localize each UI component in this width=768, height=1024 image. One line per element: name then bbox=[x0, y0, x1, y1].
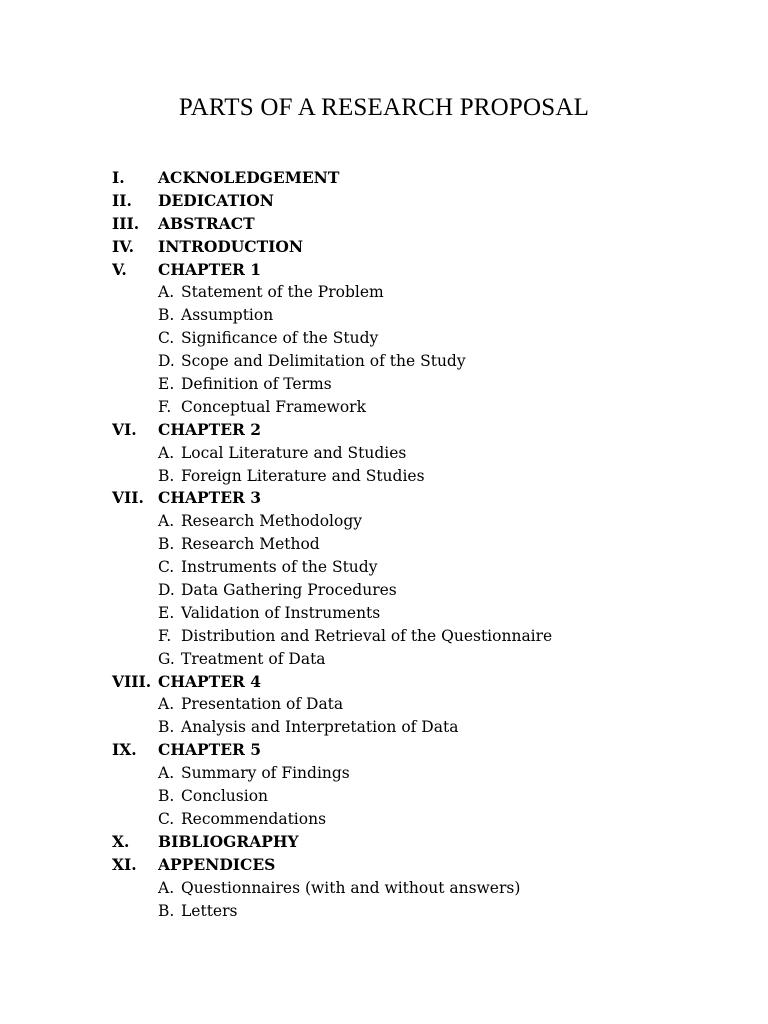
outline-subitem bbox=[112, 281, 712, 304]
outline-section bbox=[112, 259, 712, 282]
subitem-letter: F. bbox=[158, 626, 172, 645]
outline-section bbox=[112, 671, 712, 694]
outline-subitem bbox=[112, 304, 712, 327]
outline-section bbox=[112, 831, 712, 854]
subitem-letter: A. bbox=[158, 512, 175, 531]
subitem-text: Summary of Findings bbox=[181, 764, 350, 783]
outline-subitem bbox=[112, 625, 712, 648]
subitem-letter: D. bbox=[158, 581, 175, 600]
subitem-letter: A. bbox=[158, 283, 175, 302]
outline-subitem bbox=[112, 762, 712, 785]
subitem-letter: A. bbox=[158, 443, 175, 462]
subitem-text: Conceptual Framework bbox=[181, 397, 366, 416]
subitem-text: Data Gathering Procedures bbox=[181, 581, 397, 600]
outline-subitem bbox=[112, 533, 712, 556]
section-label: APPENDICES bbox=[158, 854, 276, 874]
subitem-letter: B. bbox=[158, 535, 175, 554]
outline-subitem bbox=[112, 877, 712, 900]
section-numeral: VI. bbox=[112, 419, 137, 439]
section-label: CHAPTER 4 bbox=[158, 671, 262, 691]
outline-subitem bbox=[112, 442, 712, 465]
outline-subitem bbox=[112, 556, 712, 579]
section-numeral: V. bbox=[112, 259, 127, 279]
section-numeral: X. bbox=[112, 831, 130, 851]
subitem-letter: E. bbox=[158, 375, 175, 394]
subitem-text: Conclusion bbox=[181, 787, 269, 806]
subitem-text: Analysis and Interpretation of Data bbox=[181, 718, 459, 737]
subitem-letter: A. bbox=[158, 878, 175, 897]
subitem-letter: B. bbox=[158, 466, 175, 485]
outline-section bbox=[112, 487, 712, 510]
outline-section bbox=[112, 213, 712, 236]
subitem-letter: B. bbox=[158, 306, 175, 325]
section-numeral: I. bbox=[112, 168, 125, 187]
subitem-text: Statement of the Problem bbox=[181, 283, 384, 302]
outline-subitem bbox=[112, 350, 712, 373]
subitem-text: Significance of the Study bbox=[181, 329, 379, 348]
outline-section bbox=[112, 854, 712, 877]
subitem-text: Research Method bbox=[181, 535, 320, 554]
page-title: PARTS OF A RESEARCH PROPOSAL bbox=[178, 94, 590, 121]
subitem-text: Validation of Instruments bbox=[181, 603, 381, 622]
subitem-letter: C. bbox=[158, 329, 175, 348]
outline-subitem bbox=[112, 373, 712, 396]
outline-section bbox=[112, 167, 712, 190]
subitem-letter: F. bbox=[158, 397, 172, 416]
section-numeral: II. bbox=[112, 190, 132, 210]
subitem-letter: B. bbox=[158, 787, 175, 806]
outline-subitem bbox=[112, 716, 712, 739]
proposal-outline bbox=[112, 167, 712, 922]
subitem-text: Research Methodology bbox=[181, 512, 363, 531]
outline-subitem bbox=[112, 602, 712, 625]
subitem-text: Distribution and Retrieval of the Questionnaire bbox=[181, 626, 553, 645]
section-label: CHAPTER 2 bbox=[158, 419, 262, 439]
section-numeral: III. bbox=[112, 213, 140, 233]
subitem-letter: D. bbox=[158, 352, 175, 371]
section-label: CHAPTER 1 bbox=[158, 259, 262, 279]
section-label: ABSTRACT bbox=[158, 213, 255, 233]
section-label: INTRODUCTION bbox=[158, 236, 304, 256]
outline-section bbox=[112, 739, 712, 762]
section-numeral: VII. bbox=[112, 488, 144, 508]
subitem-letter: G. bbox=[158, 649, 175, 668]
outline-subitem bbox=[112, 465, 712, 488]
outline-subitem bbox=[112, 900, 712, 923]
section-label: DEDICATION bbox=[158, 190, 274, 210]
subitem-text: Instruments of the Study bbox=[181, 558, 378, 577]
subitem-letter: C. bbox=[158, 809, 175, 828]
subitem-text: Foreign Literature and Studies bbox=[181, 466, 425, 485]
subitem-text: Letters bbox=[181, 901, 238, 920]
outline-subitem bbox=[112, 396, 712, 419]
subitem-letter: B. bbox=[158, 718, 175, 737]
outline-subitem bbox=[112, 510, 712, 533]
outline-section bbox=[112, 190, 712, 213]
section-label: ACKNOLEDGEMENT bbox=[158, 168, 340, 187]
subitem-text: Questionnaires (with and without answers) bbox=[181, 878, 521, 897]
subitem-text: Local Literature and Studies bbox=[181, 443, 407, 462]
subitem-letter: A. bbox=[158, 764, 175, 783]
subitem-text: Definition of Terms bbox=[181, 375, 332, 394]
subitem-letter: E. bbox=[158, 603, 175, 622]
section-numeral: IX. bbox=[112, 740, 137, 760]
outline-subitem bbox=[112, 785, 712, 808]
section-label: BIBLIOGRAPHY bbox=[158, 831, 299, 851]
subitem-letter: A. bbox=[158, 695, 175, 714]
section-label: CHAPTER 3 bbox=[158, 488, 262, 508]
outline-section bbox=[112, 236, 712, 259]
outline-subitem bbox=[112, 693, 712, 716]
outline-subitem bbox=[112, 648, 712, 671]
subitem-text: Assumption bbox=[181, 306, 274, 325]
subitem-letter: B. bbox=[158, 901, 175, 920]
section-numeral: VIII. bbox=[112, 671, 152, 691]
section-label: CHAPTER 5 bbox=[158, 740, 262, 760]
outline-subitem bbox=[112, 327, 712, 350]
subitem-text: Scope and Delimitation of the Study bbox=[181, 352, 466, 371]
subitem-text: Presentation of Data bbox=[181, 695, 344, 714]
subitem-letter: C. bbox=[158, 558, 175, 577]
subitem-text: Treatment of Data bbox=[181, 649, 326, 668]
outline-subitem bbox=[112, 579, 712, 602]
section-numeral: IV. bbox=[112, 236, 134, 256]
outline-section bbox=[112, 419, 712, 442]
outline-subitem bbox=[112, 808, 712, 831]
section-numeral: XI. bbox=[112, 854, 137, 874]
subitem-text: Recommendations bbox=[181, 809, 327, 828]
